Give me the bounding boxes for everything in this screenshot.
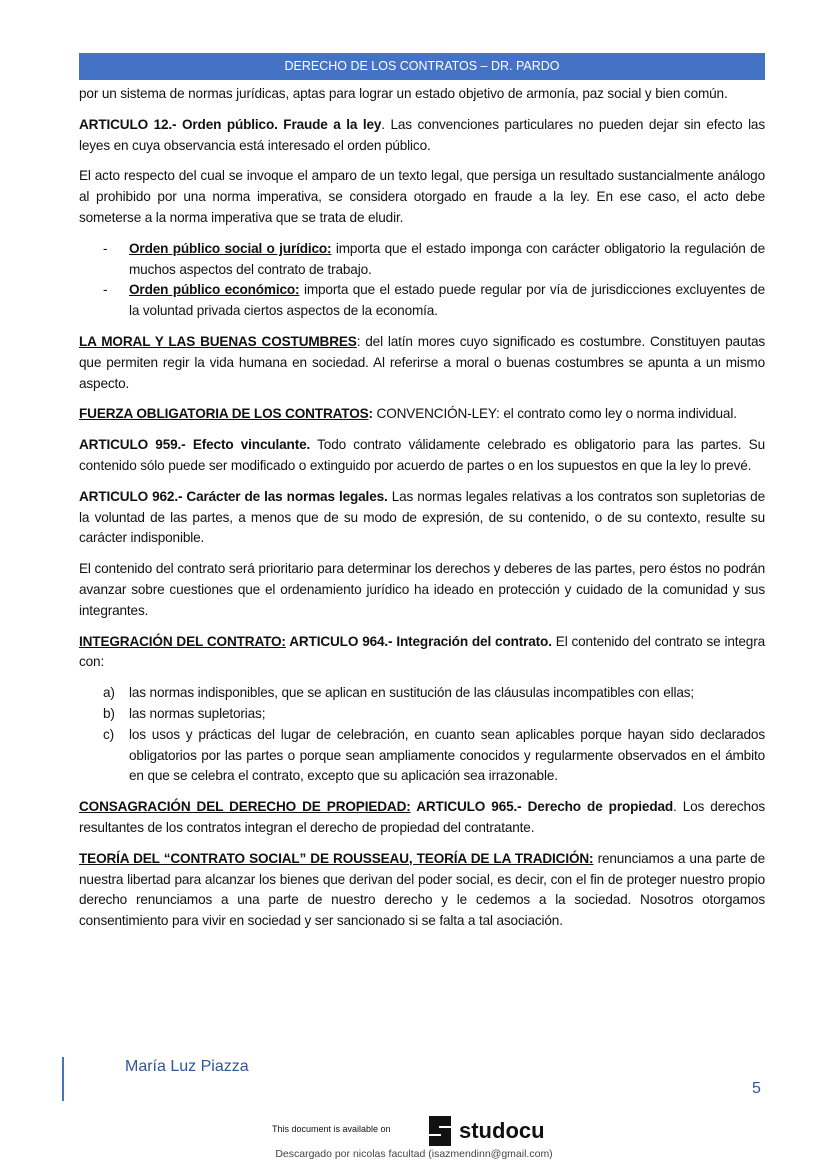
page-number: 5 xyxy=(752,1080,761,1097)
article-12 xyxy=(79,115,765,157)
list-marker: a) xyxy=(103,685,115,701)
section-heading: LA MORAL Y LAS BUENAS COSTUMBRES xyxy=(79,333,357,349)
article-heading: ARTICULO 12.- Orden público. Fraude a la ley xyxy=(79,116,382,132)
brand-name: studocu xyxy=(459,1118,545,1143)
studocu-logo-icon xyxy=(425,1114,455,1148)
section-heading: TEORÍA DEL “CONTRATO SOCIAL” DE ROUSSEAU, TEORÍA DE LA TRADICIÓN: xyxy=(79,850,594,866)
download-note: Descargado por nicolas facultad (isazmendinn@gmail.com) xyxy=(275,1148,553,1160)
list-item xyxy=(79,704,765,725)
colon: : xyxy=(368,406,373,422)
article-heading: ARTICULO 965.- Derecho de propiedad xyxy=(410,799,674,815)
article-text: Todo contrato válidamente celebrado es obligatorio para las partes. Su contenido sólo puede ser modificado o extinguido por acuerdo de partes o en los supuestos en que la ley lo prevé. xyxy=(79,437,765,473)
article-heading: ARTICULO 964.- Integración del contrato. xyxy=(285,633,552,649)
consagracion-section xyxy=(79,797,765,839)
section-text: : del latín mores cuyo significado es costumbre. Constituyen pautas que permiten regir la vida humana en sociedad. Al referirse a moral o buenas costumbres se apunta a un mismo aspecto. xyxy=(79,333,765,391)
article-959 xyxy=(79,435,765,477)
footer-author: María Luz Piazza xyxy=(125,1058,249,1075)
paragraph: por un sistema de normas jurídicas, aptas para lograr un estado objetivo de armonía, paz social y bien común. xyxy=(79,86,728,101)
definition: importa que el estado imponga con carácter obligatorio la regulación de muchos aspectos del contrato de trabajo. xyxy=(129,240,765,277)
section-heading: CONSAGRACIÓN DEL DERECHO DE PROPIEDAD: xyxy=(79,799,411,815)
article-962 xyxy=(79,487,765,549)
teoria-section xyxy=(79,849,765,932)
dash-list xyxy=(79,239,765,322)
moral-section xyxy=(79,332,765,394)
section-text: CONVENCIÓN-LEY: el contrato como ley o norma individual. xyxy=(372,406,737,422)
paragraph: El contenido del contrato será prioritario para determinar los derechos y deberes de las partes, pero éstos no podrán avanzar sobre cuestiones que el ordenamiento jurídico ha ideado en protección y cuidado de la comunidad y sus integrantes. xyxy=(79,561,765,618)
section-heading: INTEGRACIÓN DEL CONTRATO: xyxy=(79,633,286,649)
availability-note: This document is available on xyxy=(272,1124,391,1134)
list-marker: c) xyxy=(103,726,115,742)
item-text: las normas indisponibles, que se aplican en sustitución de las cláusulas incompatibles con ellas; xyxy=(129,685,695,701)
paragraph: El acto respecto del cual se invoque el amparo de un texto legal, que persiga un resultado sustancialmente análogo al prohibido por una norma imperativa, se considera otorgado en fraude a la ley. En ese caso, el acto debe someterse a la norma imperativa que se trata de eludir. xyxy=(79,168,765,225)
list-item xyxy=(79,683,765,704)
term: Orden público económico: xyxy=(129,282,300,298)
term: Orden público social o jurídico: xyxy=(129,240,332,256)
fuerza-section xyxy=(79,404,765,425)
article-heading: ARTICULO 962.- Carácter de las normas legales. xyxy=(79,488,388,504)
list-item xyxy=(79,725,765,787)
section-text: . Los derechos resultantes de los contratos integran el derecho de propiedad del contratante. xyxy=(79,799,765,835)
integracion-section xyxy=(79,632,765,674)
lettered-list xyxy=(79,683,765,787)
list-marker: b) xyxy=(103,705,115,721)
item-text: los usos y prácticas del lugar de celebración, en cuanto sean aplicables porque hayan sido declarados obligatorios por las partes o porque sean ampliamente conocidos y regularmente observados en el ámbito en que se celebra el contrato, excepto que su aplicación sea irrazonable. xyxy=(129,726,765,784)
section-text: El contenido del contrato se integra con: xyxy=(79,633,766,670)
item-text: las normas supletorias; xyxy=(129,705,266,721)
article-heading: ARTICULO 959.- Efecto vinculante. xyxy=(79,437,311,453)
footer-accent-bar xyxy=(62,1057,64,1101)
running-header: DERECHO DE LOS CONTRATOS – DR. PARDO xyxy=(79,53,765,80)
list-item xyxy=(79,239,765,281)
list-item xyxy=(79,280,765,322)
studocu-logo[interactable] xyxy=(425,1114,545,1148)
article-text: . Las convenciones particulares no pueden dejar sin efecto las leyes en cuya observancia está interesado el orden público. xyxy=(79,116,765,153)
section-heading: FUERZA OBLIGATORIA DE LOS CONTRATOS xyxy=(79,406,369,422)
section-text: renunciamos a una parte de nuestra libertad para alcanzar los bienes que derivan del poder social, es decir, con el fin de proteger nuestro propio derecho renunciamos a una parte de nuestro derecho y le cedemos a la sociedad. Nosotros otorgamos consentimiento para vivir en sociedad y ser sancionado si se falta a tal asociación. xyxy=(79,850,765,929)
definition: importa que el estado puede regular por vía de jurisdicciones excluyentes de la voluntad privada ciertos aspectos de la economía. xyxy=(129,282,765,319)
document-body xyxy=(79,84,765,942)
article-text: Las normas legales relativas a los contratos son supletorias de la voluntad de las partes, a menos que de su modo de expresión, de su contenido, o de su contexto, resulte su carácter indisponible. xyxy=(79,488,765,546)
